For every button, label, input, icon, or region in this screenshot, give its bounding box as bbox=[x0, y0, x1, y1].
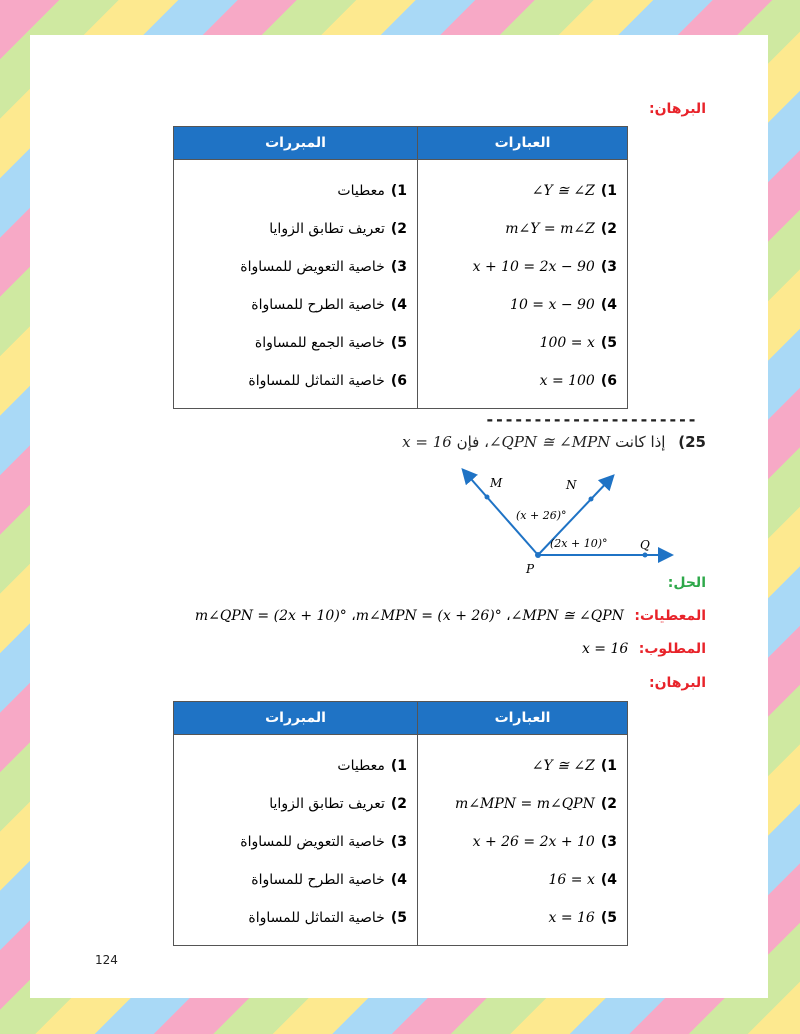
reason: خاصية الطرح للمساواة bbox=[251, 872, 385, 888]
question-result: x = 16 bbox=[402, 433, 452, 451]
row-number: 4) bbox=[390, 872, 407, 888]
row-number: 1) bbox=[600, 758, 617, 774]
required-value: x = 16 bbox=[581, 641, 629, 657]
table-row bbox=[174, 362, 628, 409]
row-number: 6) bbox=[390, 373, 407, 389]
reason: خاصية التعويض للمساواة bbox=[240, 259, 385, 275]
label-n: N bbox=[566, 478, 577, 492]
header-reasons: المبررات bbox=[174, 127, 418, 160]
row-number: 1) bbox=[390, 183, 407, 199]
separator: ---------------------- bbox=[485, 410, 697, 429]
solution-heading: الحل: bbox=[667, 575, 706, 591]
table-row bbox=[174, 735, 628, 786]
question-mid: ، فإن bbox=[456, 433, 489, 451]
question-prefix: إذا كانت bbox=[615, 433, 666, 451]
row-number: 4) bbox=[390, 297, 407, 313]
statement: x = 16 bbox=[548, 910, 595, 926]
reason: معطيات bbox=[337, 183, 385, 199]
point-q bbox=[643, 553, 648, 558]
statement: 10 = x − 90 bbox=[510, 297, 595, 313]
given-label: المعطيات: bbox=[634, 608, 706, 624]
table-row bbox=[174, 324, 628, 362]
statement: x + 26 = 2x + 10 bbox=[472, 834, 595, 850]
proof-heading-2: البرهان: bbox=[649, 675, 706, 691]
row-number: 6) bbox=[600, 373, 617, 389]
page-number: 124 bbox=[95, 953, 118, 967]
header-statements: العبارات bbox=[418, 127, 628, 160]
table-row bbox=[174, 160, 628, 211]
row-number: 1) bbox=[390, 758, 407, 774]
point-m bbox=[485, 495, 490, 500]
row-number: 2) bbox=[600, 796, 617, 812]
angle-figure bbox=[408, 465, 688, 575]
statement: ∠Y ≅ ∠Z bbox=[531, 183, 595, 199]
given-sep: ، bbox=[506, 608, 511, 624]
statement: m∠MPN = m∠QPN bbox=[455, 796, 595, 812]
question-number: 25) bbox=[678, 433, 706, 451]
row-number: 4) bbox=[600, 297, 617, 313]
reason: تعريف تطابق الزوايا bbox=[269, 221, 385, 237]
label-angle-qpn: (2x + 10)° bbox=[550, 537, 608, 550]
header-reasons: المبررات bbox=[174, 702, 418, 735]
row-number: 2) bbox=[600, 221, 617, 237]
label-angle-mpn: (x + 26)° bbox=[516, 509, 567, 522]
proof-table-2 bbox=[173, 701, 628, 946]
row-number: 5) bbox=[600, 335, 617, 351]
reason: معطيات bbox=[337, 758, 385, 774]
statement: m∠Y = m∠Z bbox=[505, 221, 595, 237]
statement: x = 100 bbox=[539, 373, 595, 389]
given-item-2: m∠MPN = (x + 26)° bbox=[355, 608, 502, 624]
row-number: 1) bbox=[600, 183, 617, 199]
proof-heading: البرهان: bbox=[649, 101, 706, 117]
row-number: 3) bbox=[390, 834, 407, 850]
reason: تعريف تطابق الزوايا bbox=[269, 796, 385, 812]
reason: خاصية الجمع للمساواة bbox=[254, 335, 385, 351]
label-q: Q bbox=[640, 538, 650, 552]
reason: خاصية التماثل للمساواة bbox=[248, 910, 385, 926]
given-item-1: ∠MPN ≅ ∠QPN bbox=[510, 608, 624, 624]
row-number: 5) bbox=[390, 910, 407, 926]
reason: خاصية التماثل للمساواة bbox=[248, 373, 385, 389]
row-number: 3) bbox=[390, 259, 407, 275]
label-m: M bbox=[490, 476, 503, 490]
table-row bbox=[174, 899, 628, 946]
table-row bbox=[174, 286, 628, 324]
table-row bbox=[174, 210, 628, 248]
reason: خاصية التعويض للمساواة bbox=[240, 834, 385, 850]
table-row bbox=[174, 248, 628, 286]
row-number: 4) bbox=[600, 872, 617, 888]
table-row bbox=[174, 823, 628, 861]
required-label: المطلوب: bbox=[638, 641, 706, 657]
row-number: 3) bbox=[600, 834, 617, 850]
label-p: P bbox=[526, 562, 535, 575]
point-p bbox=[535, 552, 541, 558]
table-row bbox=[174, 861, 628, 899]
given-sep: ، bbox=[351, 608, 356, 624]
row-number: 2) bbox=[390, 221, 407, 237]
statement: 100 = x bbox=[539, 335, 595, 351]
row-number: 2) bbox=[390, 796, 407, 812]
statement: x + 10 = 2x − 90 bbox=[472, 259, 595, 275]
page bbox=[30, 35, 768, 998]
statement: ∠Y ≅ ∠Z bbox=[531, 758, 595, 774]
question-line bbox=[402, 433, 706, 451]
required-line bbox=[582, 641, 706, 657]
given-item-3: m∠QPN = (2x + 10)° bbox=[194, 608, 347, 624]
proof-table-1 bbox=[173, 126, 628, 409]
statement: 16 = x bbox=[548, 872, 595, 888]
table-row bbox=[174, 785, 628, 823]
row-number: 3) bbox=[600, 259, 617, 275]
question-math: ∠QPN ≅ ∠MPN bbox=[488, 433, 611, 451]
row-number: 5) bbox=[600, 910, 617, 926]
header-statements: العبارات bbox=[418, 702, 628, 735]
row-number: 5) bbox=[390, 335, 407, 351]
reason: خاصية الطرح للمساواة bbox=[251, 297, 385, 313]
given-line bbox=[195, 608, 706, 624]
point-n bbox=[589, 497, 594, 502]
